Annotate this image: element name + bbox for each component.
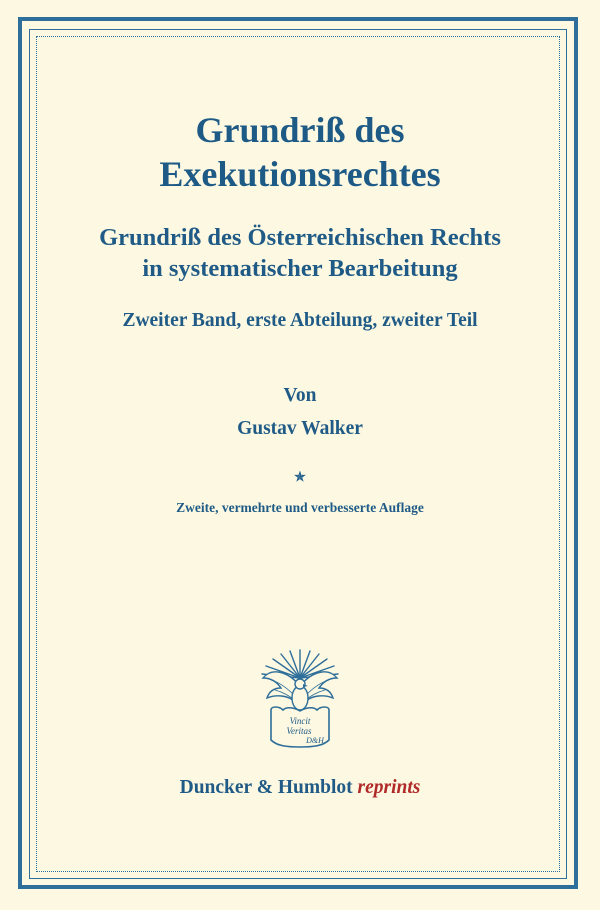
author-name: Gustav Walker — [237, 418, 363, 439]
title-line-1: Grundriß des — [195, 110, 405, 150]
volume-info: Zweiter Band, erste Abteilung, zweiter Teil — [122, 310, 478, 331]
publisher-eagle-logo-icon — [257, 648, 343, 750]
star-ornament-icon: ✯ — [294, 469, 306, 484]
series-line-2: in systematischer Bearbeitung — [142, 255, 458, 282]
series-label: reprints — [357, 777, 421, 798]
logo-text-veritas: Veritas — [286, 726, 312, 736]
logo-text-vincit: Vincit — [289, 716, 311, 726]
title-line-2: Exekutionsrechtes — [159, 154, 441, 194]
book-title — [0, 108, 600, 196]
series-title — [0, 222, 600, 284]
logo-text-initials: D&H — [306, 736, 324, 745]
by-label: Von — [283, 385, 317, 406]
series-line-1: Grundriß des Österreichischen Rechts — [99, 224, 501, 251]
publisher-line — [0, 777, 600, 799]
edition-note: Zweite, vermehrte und verbesserte Auflage — [176, 500, 424, 515]
publisher-name: Duncker & Humblot — [179, 777, 353, 798]
